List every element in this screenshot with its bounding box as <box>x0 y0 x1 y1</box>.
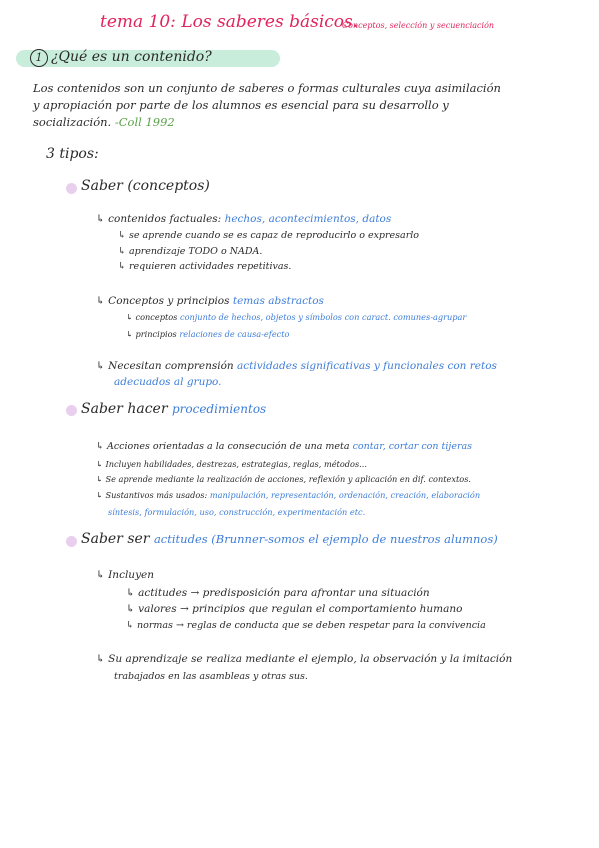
arrow-icon: ↳ <box>96 490 103 500</box>
arrow-icon: ↳ <box>96 569 105 581</box>
conceptos-definition: conjunto de hechos, objetos y símbolos con caract. comunes-agrupar <box>179 312 467 322</box>
aprendizaje-line-1: Su aprendizaje se realiza mediante el ejemplo, la observación y la imitación <box>108 653 513 665</box>
arrow-icon: ↳ <box>96 213 105 225</box>
saber-ser-title: Saber ser <box>81 531 150 547</box>
arrow-icon: ↳ <box>126 603 135 615</box>
arrow-icon: ↳ <box>118 261 126 272</box>
arrow-icon: ↳ <box>118 230 126 241</box>
section-number: 1 <box>30 49 48 67</box>
arrow-icon: ↳ <box>96 360 105 372</box>
conceptos-label: Conceptos y principios <box>108 295 230 307</box>
comprension-text-continuation: adecuados al grupo. <box>114 376 222 388</box>
arrow-icon: ↳ <box>126 587 135 599</box>
principios-definition: relaciones de causa-efecto <box>179 329 290 339</box>
saber-hacer-bullet <box>66 405 77 416</box>
saber-hacer-item: ↳ Incluyen habilidades, destrezas, estrategias, reglas, métodos... <box>96 459 367 469</box>
intro-line-3: socialización. <box>33 115 112 129</box>
incluyen-item: ↳ valores → principios que regulan el comportamiento humano <box>126 603 463 615</box>
factuales-item: ↳ se aprende cuando se es capaz de reproducirlo o expresarlo <box>118 230 420 241</box>
incluyen-item: ↳ normas → reglas de conducta que se deben respetar para la convivencia <box>126 620 486 631</box>
page-title: tema 10: Los saberes básicos. <box>100 12 359 32</box>
tipos-label: 3 tipos: <box>46 146 99 162</box>
intro-line-2: y apropiación por parte de los alumnos es esencial para su desarrollo y <box>33 98 449 112</box>
saber-hacer-continuation: síntesis, formulación, uso, construcción, experimentación etc. <box>108 507 366 517</box>
saber-ser-subtitle: actitudes (Brunner-somos el ejemplo de nuestros alumnos) <box>153 532 498 546</box>
arrow-icon: ↳ <box>96 474 103 484</box>
conceptos-examples: temas abstractos <box>232 295 324 307</box>
saber-hacer-title: Saber hacer <box>81 401 168 417</box>
comprension-text: actividades significativas y funcionales con retos <box>237 360 497 372</box>
factuales-examples: hechos, acontecimientos, datos <box>224 213 392 225</box>
arrow-icon: ↳ <box>96 441 104 452</box>
saber-title: Saber (conceptos) <box>81 178 210 194</box>
page-subtitle: Conceptos, selección y secuenciación <box>342 21 495 30</box>
saber-hacer-item: ↳ Se aprende mediante la realización de acciones, reflexión y aplicación en dif. contextos. <box>96 474 472 484</box>
comprension-label: Necesitan comprensión <box>108 360 234 372</box>
factuales-item: ↳ requieren actividades repetitivas. <box>118 261 292 272</box>
arrow-icon: ↳ <box>126 620 134 631</box>
incluyen-item: ↳ actitudes → predisposición para afrontar una situación <box>126 587 430 599</box>
section-heading: ¿Qué es un contenido? <box>51 49 212 65</box>
conceptos-sub-label: conceptos <box>135 312 178 322</box>
arrow-icon: ↳ <box>118 246 126 257</box>
saber-bullet <box>66 183 77 194</box>
arrow-icon: ↳ <box>126 312 133 322</box>
principios-label: principios <box>135 329 177 339</box>
arrow-icon: ↳ <box>126 329 133 339</box>
saber-ser-bullet <box>66 536 77 547</box>
factuales-item: ↳ aprendizaje TODO o NADA. <box>118 246 263 257</box>
arrow-icon: ↳ <box>96 459 103 469</box>
factuales-label: contenidos factuales: <box>108 213 222 225</box>
arrow-icon: ↳ <box>96 653 105 665</box>
saber-hacer-item: ↳ Acciones orientadas a la consecución de una meta contar, cortar con tijeras <box>96 441 473 452</box>
saber-hacer-subtitle: procedimientos <box>171 402 267 416</box>
saber-hacer-item: ↳ Sustantivos más usados: manipulación, representación, ordenación, creación, elaboración <box>96 490 481 500</box>
intro-source: -Coll 1992 <box>114 115 175 129</box>
arrow-icon: ↳ <box>96 295 105 307</box>
intro-line-1: Los contenidos son un conjunto de saberes o formas culturales cuya asimilación <box>33 81 501 95</box>
incluyen-label: Incluyen <box>108 569 154 581</box>
aprendizaje-line-2: trabajados en las asambleas y otras sus. <box>114 671 308 682</box>
